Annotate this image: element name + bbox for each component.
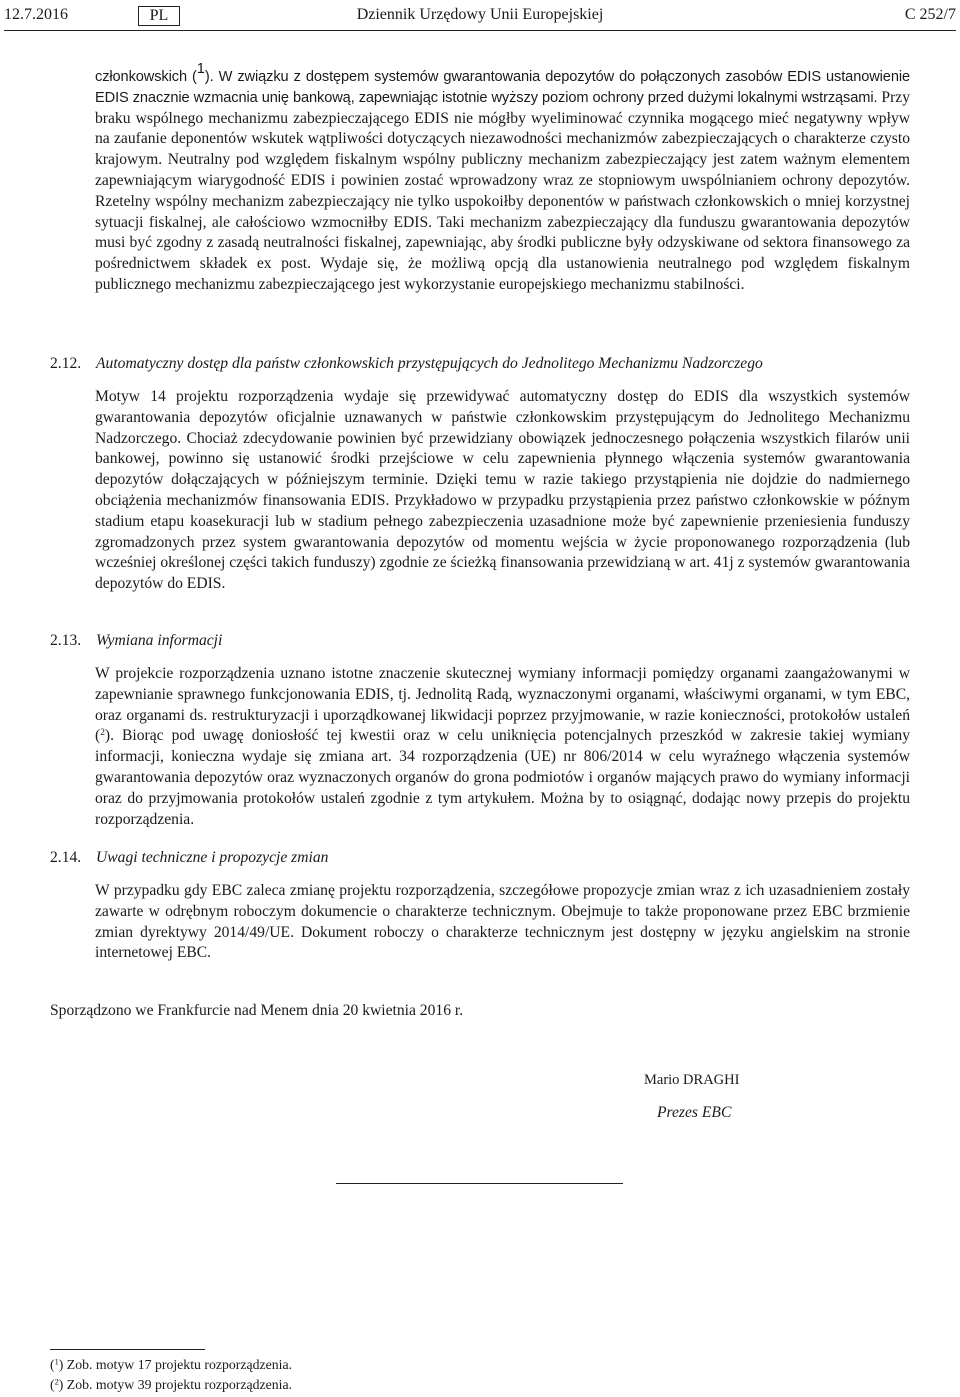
text-run: W przypadku gdy EBC zaleca zmianę projektu rozporządzenia, szczegółowe propozycje zmian wraz z ich uzasadnieniem zostały zawarte w odrębnym roboczym dokumencie o charakterze technicznym. Obejmuje to także proponowane przez EBC brzmienie zmian dyrektywy 2014/49/UE. Dokument roboczy o charakterze technicznym jest dostępny w języku angielskim na stronie internetowej EBC. [95,882,910,962]
footnote-1-close: ) [58,1357,64,1372]
text-run: ). Biorąc pod uwagę doniosłość tej kwestii oraz w celu uniknięcia potencjalnych przeszkód w zakresie takiej wymiany informacji, konieczna wydaje się zmiana art. 34 rozporządzenia (UE) nr 806/2014 w celu wyraźnego włączenia systemów gwarantowania depozytów oraz wyznaczonych organów do grona podmiotów i organów mających prawo do wymiany informacji oraz do przyjmowania protokołów ustaleń zgodnie z tym artykułem. Można by to osiągnąć, dodając nowy przepis do projektu rozporządzenia. [95,727,910,828]
footnote-2 [50,1377,292,1393]
footnote-2-close: ) [58,1377,64,1392]
intro-paragraph [95,60,911,296]
section-body-2-14 [95,881,910,964]
section-number-2-14: 2.14. [50,849,82,866]
language-badge: PL [138,6,180,26]
footnote-1-text: Zob. motyw 17 projektu rozporządzenia. [63,1357,293,1372]
journal-reference: C 252/7 [904,6,956,23]
text-run: Motyw 14 projektu rozporządzenia wydaje się przewidywać automatyczny dostęp do EDIS dla wszystkich systemów gwarantowania depozytów oficjalnie uznawanych w państwie członkowskim przystępującym do Jednolitego Mechanizmu Nadzorczego. Chociaż zdecydowanie powinien być przewidziany obowiązek jednoczesnego połączenia wszystkich filarów unii bankowej, powinno się ustanowić środki przejściowe w celu zapewnienia płynnego włączenia systemów gwarantowania depozytów dołączających w późniejszym terminie. Dzięki temu w razie takiego przystąpienia nie dojdzie do nadmiernego obciążenia mechanizmów finansowania EDIS. Przykładowo w przypadku przystąpienia przez państwo członkowskie w późnym stadium etapu koasekuracji lub w stadium pełnego zabezpieczenia uzasadnione może być zapewnienie przeniesienia funduszy zgromadzonych przez system gwarantowania depozytów od momentu wejścia w życie proponowanego rozporządzenia (lub wcześniej określonej części takich funduszy) zgodnie ze ścieżką finansowania przewidzianą w art. 41j z systemów gwarantowania depozytów do EDIS. [95,388,910,593]
footnote-2-marker: 2 [54,1377,59,1387]
signature-divider [336,1183,623,1184]
section-title-2-14: Uwagi techniczne i propozycje zmian [96,849,329,866]
footnote-reference: 1 [196,60,205,77]
journal-title: Dziennik Urzędowy Unii Europejskiej [356,6,604,23]
footnote-1-marker: 1 [54,1357,59,1367]
section-number-2-12: 2.12. [50,355,82,372]
section-title-2-12: Automatyczny dostęp dla państw członkowskich przystępujących do Jednolitego Mechanizmu Nadzorczego [96,355,763,372]
section-body-2-12 [95,387,910,595]
text-run: Przy braku wspólnego mechanizmu zabezpieczającego EDIS nie mógłby wyeliminować czynnika mogącego mieć negatywny wpływ na zaufanie deponentów wskutek wątpliwości dotyczących niezawodności mechanizmów zabezpieczających o charakterze czysto krajowym. Neutralny pod względem fiskalnym wspólny publiczny mechanizm zabezpieczający jest zatem ważnym elementem zapewniającym wiarygodność EDIS i powinien zostać wprowadzony wraz ze stopniowym uwspólnianiem ochrony depozytów. Rzetelny wspólny mechanizm zabezpieczający nie tylko uspokoiłby deponentów w państwach członkowskich o mniej korzystnej sytuacji fiskalnej, ale całościowo wzmocniłby EDIS. Taki mechanizm zabezpieczający dla funduszu gwarantowania depozytów musi być zgodny z zasadą neutralności fiskalnej, zapewniając, aby środki publiczne były odzyskiwane od sektora finansowego za pośrednictwem składek ex post. Wydaje się, że możliwą opcją dla ustanowienia neutralnego pod względem fiskalnym publicznego mechanizmu zabezpieczającego jest wykorzystanie europejskiego mechanizmu stabilności. [95,88,911,293]
footnote-2-text: Zob. motyw 39 projektu rozporządzenia. [63,1377,293,1392]
section-number-2-13: 2.13. [50,632,82,649]
footnote-2-open: ( [50,1377,55,1392]
section-body-2-13 [95,664,910,830]
page-header [4,4,956,31]
footnote-divider [50,1349,205,1350]
signatory-name: Mario DRAGHI [644,1072,740,1088]
publication-date: 12.7.2016 [4,6,68,23]
footnote-1 [50,1357,292,1373]
text-run: ). W związku z dostępem systemów gwarantowania depozytów do połączonych zasobów EDIS ustanowienie EDIS znacznie wzmacnia unię bankową, zapewniając istotnie wyższy poziom ochrony przed dużymi lokalnymi wstrząsami. [95,69,910,106]
footnote-1-open: ( [50,1357,55,1372]
signatory-role: Prezes EBC [657,1104,732,1121]
text-run: członkowskich ( [95,69,197,85]
closing-statement: Sporządzono we Frankfurcie nad Menem dnia 20 kwietnia 2016 r. [50,1002,464,1019]
section-title-2-13: Wymiana informacji [96,632,223,649]
footnote-reference: 2 [100,728,105,739]
text-run: W projekcie rozporządzenia uznano istotne znaczenie skutecznej wymiany informacji pomiędzy organami zaangażowanymi w zapewnianie sprawnego funkcjonowania EDIS, tj. Jednolitą Radą, wyznaczonymi organami, właściwymi organami, w tym EBC, oraz organami ds. restrukturyzacji i uporządkowanej likwidacji poprzez przyjmowanie, w razie konieczności, protokołów ustaleń ( [95,665,910,745]
